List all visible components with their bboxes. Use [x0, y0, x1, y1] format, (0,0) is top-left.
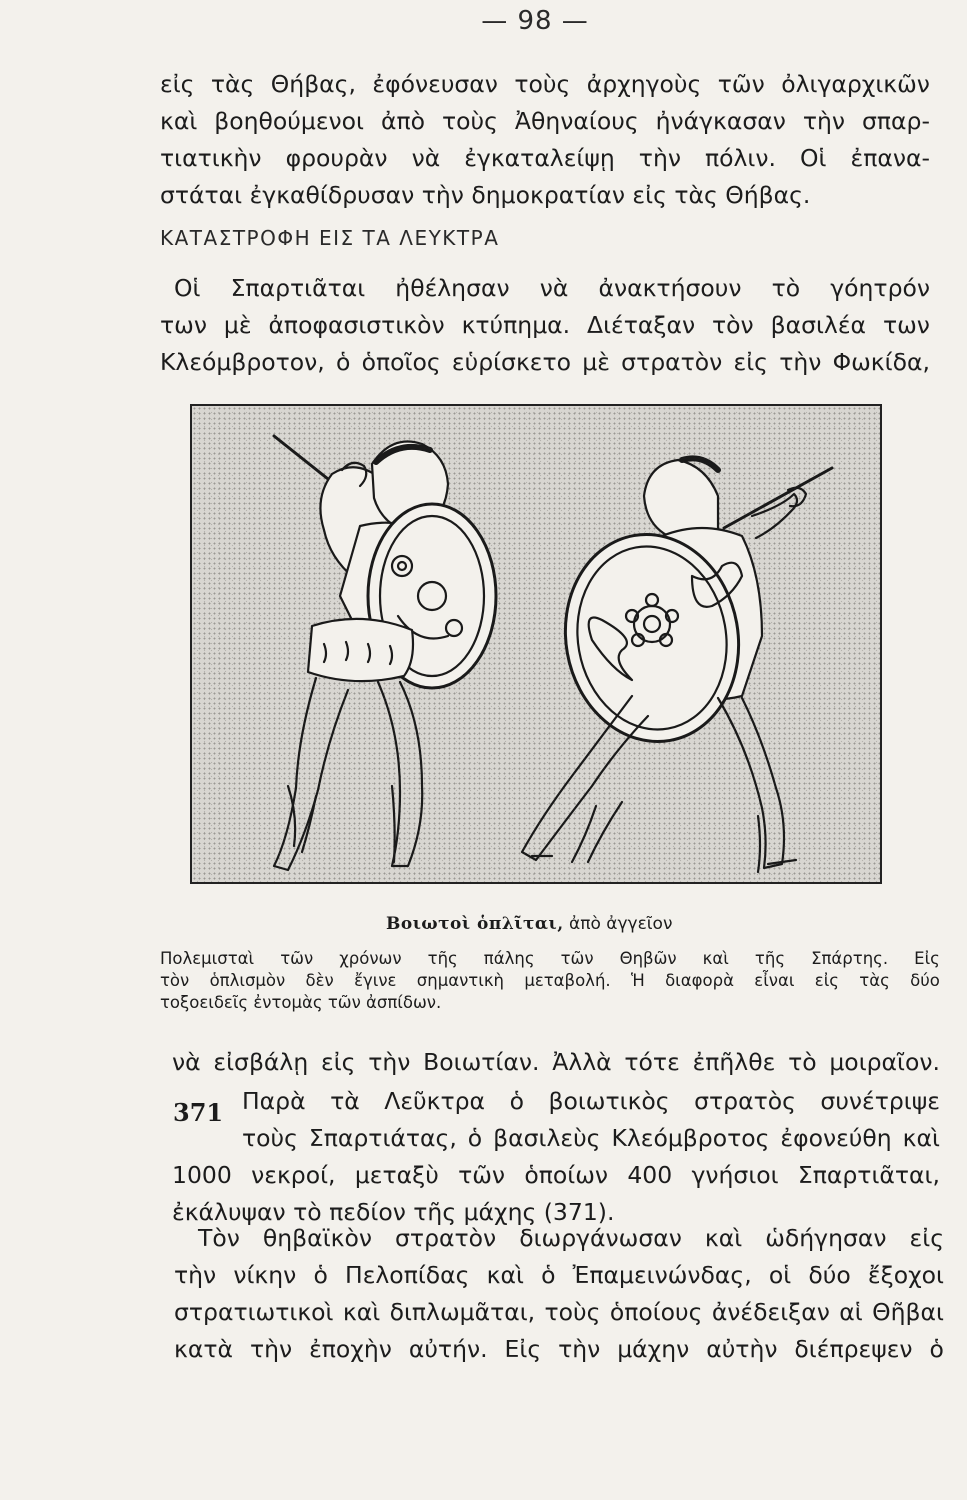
word: εἰς: [160, 70, 195, 98]
text-line: [160, 307, 930, 344]
word: ὁποίους: [609, 1298, 703, 1326]
word: ἀνακτήσουν: [598, 274, 742, 302]
text-line: [160, 344, 930, 381]
word: μάχην: [617, 1335, 690, 1363]
caption-bold: Βοιωτοὶ ὁπλῖται,: [386, 914, 564, 934]
word: καὶ: [160, 107, 198, 135]
word: Σπάρτης.: [811, 949, 889, 968]
paragraph-theban: [174, 1220, 944, 1368]
word: νεκροί,: [251, 1161, 336, 1189]
word: αἱ: [839, 1298, 863, 1326]
word: ὀλιγαρχικῶν: [781, 70, 930, 98]
figure-caption-title: [386, 914, 672, 934]
word: μοιραῖον.: [829, 1048, 940, 1076]
word: δύο: [910, 971, 940, 990]
word: ἀποφασιστικὸν: [268, 311, 445, 339]
word: τὴν: [802, 107, 846, 135]
word: τὴν: [249, 1335, 293, 1363]
word: δύο: [808, 1261, 851, 1289]
caption-line: [160, 948, 940, 970]
word: ἐποχὴν: [309, 1335, 392, 1363]
word: ἠθέλησαν: [395, 274, 510, 302]
word: ἐγκαταλείψῃ: [464, 144, 615, 172]
text-line: [172, 1044, 940, 1081]
word: ἀνέδειξαν: [711, 1298, 830, 1326]
word: τῶν: [458, 1161, 506, 1189]
word: νὰ: [172, 1048, 201, 1076]
word: οἱ: [768, 1261, 792, 1289]
word: τὸν: [712, 311, 754, 339]
word: τὸν: [160, 971, 190, 990]
word: τῆς: [754, 949, 785, 968]
word: Εἰς: [914, 949, 940, 968]
word: Βοιωτίαν.: [423, 1048, 540, 1076]
word: ἠνάγκασαν: [655, 107, 786, 135]
word: Σπαρτιᾶται: [230, 274, 366, 302]
word: τοὺς: [514, 70, 571, 98]
word: ἐπανα-: [850, 144, 930, 172]
word: καὶ: [342, 1298, 381, 1326]
word: ἀρχηγοὺς: [586, 70, 702, 98]
word: Οἱ: [800, 144, 827, 172]
word: συνέτριψε: [820, 1087, 940, 1115]
word: ἔγινε: [354, 971, 397, 990]
word: στρατὸς: [694, 1087, 796, 1115]
word: Διέταξαν: [587, 311, 696, 339]
word: εὑρίσκετο: [451, 348, 572, 376]
text-line: [170, 270, 930, 307]
word: τὴν: [779, 348, 822, 376]
word: μεταξὺ: [354, 1161, 439, 1189]
word: σπαρ-: [862, 107, 930, 135]
word: τότε: [624, 1048, 680, 1076]
section-heading: ΚΑΤΑΣΤΡΟΦΗ ΕΙΣ ΤΑ ΛΕΥΚΤΡΑ: [160, 226, 500, 250]
word: νὰ: [411, 144, 441, 172]
text-line: ἐκάλυψαν τὸ πεδίον τῆς μάχης (371).: [172, 1198, 615, 1226]
word: Σπαρτιᾶται,: [797, 1161, 940, 1189]
word: διαφορὰ: [665, 971, 734, 990]
word: βασιλέα: [770, 311, 867, 339]
word: ὡδήγησαν: [765, 1224, 887, 1252]
word: εἰς: [321, 1048, 356, 1076]
word: τὰ: [330, 1087, 360, 1115]
word: ὁ: [509, 1087, 524, 1115]
word: καὶ: [702, 949, 729, 968]
word: διωργάνωσαν: [519, 1224, 682, 1252]
word: ἐπῆλθε: [692, 1048, 776, 1076]
word: ὁποῖος: [361, 348, 441, 376]
word: Φωκίδα,: [832, 348, 930, 376]
left-hoplite-figure: [274, 436, 496, 870]
word: μὲ: [223, 311, 252, 339]
text-line: [174, 1257, 944, 1294]
paragraph-top: [160, 66, 930, 214]
word: Λεῦκτρα: [384, 1087, 486, 1115]
word: σημαντικὴ: [416, 971, 505, 990]
word: εἰς: [814, 971, 839, 990]
word: τὸ: [788, 1048, 817, 1076]
page-number: — 98 —: [481, 6, 589, 36]
word: Οἱ: [174, 274, 201, 302]
word: ὁ: [541, 1261, 556, 1289]
caption-rest: ἀπὸ ἀγγεῖον: [569, 914, 673, 934]
word: καὶ: [902, 1124, 940, 1152]
word: ἀπὸ: [381, 107, 426, 135]
text-line: στάται ἐγκαθίδρυσαν τὴν δημοκρατίαν εἰς τὰς Θήβας.: [160, 181, 811, 209]
word: τοὺς: [442, 107, 498, 135]
hoplites-illustration: [190, 404, 882, 884]
word: ἔξοχοι: [867, 1261, 944, 1289]
text-line: [160, 103, 930, 140]
word: τῶν: [280, 949, 314, 968]
word: γόητρόν: [830, 274, 930, 302]
word: θηβαϊκὸν: [262, 1224, 372, 1252]
word: των: [160, 311, 207, 339]
word: ἐφόνευσαν: [372, 70, 498, 98]
paragraph-battle: [172, 1083, 940, 1231]
word: τιατικὴν: [160, 144, 262, 172]
word: πάλης: [483, 949, 535, 968]
word: δὲν: [305, 971, 334, 990]
text-line: [160, 140, 930, 177]
text-line: [160, 66, 930, 103]
word: τὰς: [210, 70, 255, 98]
word: τὸ: [771, 274, 801, 302]
word: βοιωτικὸς: [548, 1087, 670, 1115]
text-line: [174, 1220, 944, 1257]
word: στρατὸν: [621, 348, 723, 376]
word: ἐφονεύθη: [780, 1124, 892, 1152]
text-line: [174, 1331, 944, 1368]
word: βοηθούμενοι: [214, 107, 365, 135]
word: Εἰς: [504, 1335, 542, 1363]
paragraph-leuktra: [160, 270, 930, 381]
word: καὶ: [704, 1224, 743, 1252]
figure-caption: [160, 948, 940, 1014]
word: εἰς: [909, 1224, 944, 1252]
word: εἰς: [733, 348, 768, 376]
word: ὁπλισμὸν: [209, 971, 286, 990]
word: Θηβῶν: [619, 949, 677, 968]
right-hoplite-figure: [522, 458, 832, 872]
caption-line: [160, 970, 940, 992]
word: τὴν: [368, 1048, 411, 1076]
word: ὁ: [467, 1124, 483, 1152]
word: στρατὸν: [395, 1224, 497, 1252]
word: ὁποίων: [524, 1161, 609, 1189]
word: γνήσιοι: [691, 1161, 779, 1189]
word: εἶναι: [754, 971, 795, 990]
word: Σπαρτιάτας,: [308, 1124, 457, 1152]
caption-line: τοξοειδεῖς ἐντομὰς τῶν ἀσπίδων.: [160, 993, 442, 1012]
word: τῆς: [427, 949, 458, 968]
word: Πελοπίδας: [345, 1261, 470, 1289]
word: Τὸν: [198, 1224, 240, 1252]
word: των: [882, 311, 930, 339]
word: Ἀλλὰ: [552, 1048, 612, 1076]
word: Θῆβαι: [872, 1298, 944, 1326]
word: καὶ: [486, 1261, 524, 1289]
word: βασιλεὺς: [493, 1124, 601, 1152]
word: Ἡ: [630, 971, 645, 990]
word: 1000: [172, 1161, 232, 1189]
word: τὰς: [859, 971, 890, 990]
text-line: [172, 1083, 940, 1120]
word: στρατιωτικοὶ: [174, 1298, 334, 1326]
word: τοὺς: [242, 1124, 298, 1152]
word: μὲ: [582, 348, 610, 376]
word: νὰ: [539, 274, 569, 302]
word: διπλωμᾶται,: [389, 1298, 536, 1326]
word: κτύπημα.: [461, 311, 571, 339]
text-line: [172, 1157, 940, 1194]
text-line: [172, 1120, 940, 1157]
word: Κλεόμβροτον,: [160, 348, 325, 376]
word: τὴν: [174, 1261, 217, 1289]
word: ὁ: [313, 1261, 328, 1289]
word: πόλιν.: [705, 144, 776, 172]
word: Ἐπαμεινώνδας,: [572, 1261, 752, 1289]
word: Ἀθηναίους: [514, 107, 639, 135]
word: τοὺς: [544, 1298, 601, 1326]
word: τὴν: [638, 144, 681, 172]
word: 400: [627, 1161, 673, 1189]
word: τὴν: [558, 1335, 601, 1363]
text-line: [174, 1294, 944, 1331]
word: ὁ: [336, 348, 351, 376]
word: Παρὰ: [242, 1087, 306, 1115]
word: μεταβολή.: [524, 971, 611, 990]
paragraph-continue: [172, 1044, 940, 1081]
word: αὐτήν.: [408, 1335, 488, 1363]
word: ὁ: [929, 1335, 944, 1363]
word: διέπρεψεν: [794, 1335, 913, 1363]
vase-painting-drawing: [192, 406, 884, 886]
word: χρόνων: [339, 949, 402, 968]
word: τῶν: [560, 949, 594, 968]
word: φρουρὰν: [285, 144, 388, 172]
word: νίκην: [233, 1261, 297, 1289]
margin-year: 371: [173, 1098, 224, 1127]
word: αὐτὴν: [706, 1335, 778, 1363]
word: κατὰ: [174, 1335, 233, 1363]
word: Θήβας,: [270, 70, 356, 98]
word: τῶν: [717, 70, 765, 98]
word: εἰσβάλῃ: [213, 1048, 309, 1076]
word: Πολεμισταὶ: [160, 949, 255, 968]
word: Κλεόμβροτος: [611, 1124, 770, 1152]
